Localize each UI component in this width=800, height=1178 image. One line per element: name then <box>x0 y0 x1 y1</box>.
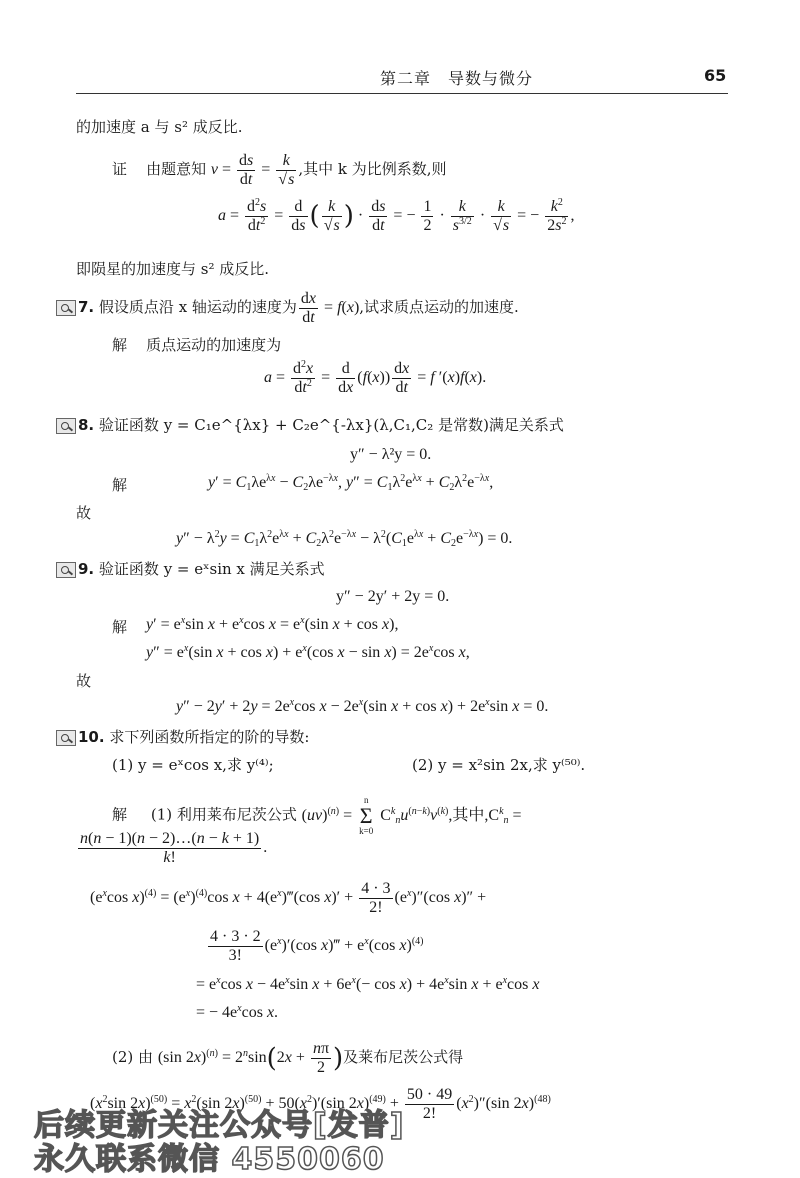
problem-text: 验证函数 y = eˣsin x 满足关系式 <box>98 560 325 578</box>
search-icon[interactable] <box>56 562 76 578</box>
watermark-line-2: 永久联系微信 4550060 <box>34 1142 385 1177</box>
page-number: 65 <box>704 66 727 85</box>
proof-text-1: 由题意知 <box>146 159 207 178</box>
solution-label: 解 <box>112 336 128 354</box>
chapter-title: 第二章 导数与微分 <box>380 69 534 88</box>
formula-10-line4: = − $4e^x\cos$ x. <box>196 1003 279 1021</box>
part2-line: (2) 由 (sin $2x)^{(n)} = 2^n\sin(2x$ + $\frac{n\pi}{2}$ )及莱布尼茨公式得 <box>112 1040 464 1076</box>
formula-7: a = $\frac{d^2x}{dt^2}$ = $\frac{d}{dx}$ (f(x)) $\frac{dx}{dt}$ = f ′(x)f(x). <box>264 359 487 396</box>
problem-10-part2: (2) y = x²sin 2x,求 y⁽⁵⁰⁾. <box>412 756 586 774</box>
solution-text-3: 及莱布尼茨公式得 <box>343 1047 464 1066</box>
formula-10-line3: = $e^x\cos$ $x - 4e^x\sin$ $x + 6e^x(- \cos x) + 4e^x\sin$ $x + e^x\cos$ x <box>196 975 540 993</box>
solution-text: (1) 利用莱布尼茨公式 <box>150 805 297 824</box>
relation-8: y″ − λ²y = 0. <box>350 446 432 463</box>
problem-text-b: ,试求质点运动的加速度. <box>359 297 519 316</box>
solution-text: 质点运动的加速度为 <box>146 336 282 354</box>
problem-text: 求下列函数所指定的阶的导数: <box>109 728 310 746</box>
problem-text: 假设质点沿 x 轴运动的速度为 <box>98 297 297 316</box>
problem-number: 8. <box>78 416 95 434</box>
problem-10-part1: (1) y = eˣcos x,求 y⁽⁴⁾; <box>112 756 274 774</box>
search-icon[interactable] <box>56 730 76 746</box>
solution-8-label: 解 <box>112 476 128 494</box>
solution-10-line: 解 (1) 利用莱布尼茨公式 (uv)$^{(n)}$ = n Σ k=0 $C^k_nu^{(n-k)}v^{(k)}$,其中$,C^k_n$ = <box>112 795 522 836</box>
relation-9: y″ − 2y′ + 2y = 0. <box>336 588 450 605</box>
combination-formula: $\frac{n(n - 1)(n - 2)\dots(n - k + 1)}{k!}$ . <box>80 830 268 866</box>
proof-text-2: ,其中 k 为比例系数,则 <box>298 159 447 178</box>
proof-line: 证 由题意知 v = $\frac{ds}{dt}$ = $\frac{k}{√s}$ ,其中 k 为比例系数,则 <box>112 152 447 188</box>
solution-text-2: (2) 由 <box>112 1047 154 1066</box>
problem-10 <box>56 726 309 747</box>
formula-10-part2: ($x^2\sin$ $2x)^{(50)} = x^2(\sin$ $2x)^{(50)} + 50(x^2)'(\sin$ 2x)$^{(49)}$ + $\frac{50 \cdot 49}{2!}$ $(x^2)''(\sin$ 2x)$^{(48)}$ <box>90 1086 551 1122</box>
solution-9-label: 解 <box>112 618 128 636</box>
intro-text: 的加速度 a 与 s² 成反比. <box>76 118 243 136</box>
formula-10-line2: $\frac{4 \cdot 3 \cdot 2}{3!}$ $(e^x)'(\cos$ x)‴ + $e^x(\cos$ x)$^{(4)}$ <box>210 928 424 964</box>
solution-7-intro <box>112 334 281 355</box>
formula-9-final: $y'' - 2y' + 2y = 2e^x\cos$ $x - 2e^x(\sin$ $x + \cos x) + 2e^x\sin$ x = 0. <box>176 697 549 715</box>
problem-number: 10. <box>78 728 105 746</box>
formula-9-second: $y'' = e^x(\sin$ $x + \cos x) + e^x(\cos$ $x - \sin x) = 2e^x\cos$ x, <box>146 643 470 661</box>
header-rule <box>76 93 728 94</box>
problem-7: 7. 假设质点沿 x 轴运动的速度为 $\frac{dx}{dt}$ = f(x),试求质点运动的加速度. <box>56 290 519 326</box>
problem-8 <box>56 414 564 435</box>
search-icon[interactable] <box>56 300 76 316</box>
problem-9 <box>56 558 325 579</box>
formula-acceleration: a = $\frac{d^2s}{dt^2}$ = $\frac{d}{ds}$ ( $\frac{k}{√s}$ ) · $\frac{ds}{dt}$ = − $\frac{1}{2}$ · $\frac{k}{s^{3/2}}$ · $\frac{k}{√s}$ = − $\frac{k^2}{2s^2}$ , <box>218 197 575 234</box>
therefore-8: 故 <box>76 504 92 522</box>
formula-9-first: $y' = e^x\sin$ $x + e^x\cos$ $x = e^x(\sin$ x + cos x), <box>146 615 399 633</box>
problem-number: 9. <box>78 560 95 578</box>
therefore-9: 故 <box>76 672 92 690</box>
watermark-line-1: 后续更新关注公众号[发普] <box>34 1108 405 1143</box>
formula-8-derivs: $y' = C_1\lambda e^{\lambda x} - C_2\lambda e^{-\lambda x}$, $y'' = C_1\lambda^2e^{\lambda x} + C_2\lambda^2e^{-\lambda x}$, <box>208 473 494 493</box>
problem-text: 验证函数 y = C₁e^{λx} + C₂e^{-λx}(λ,C₁,C₂ 是常数)满足关系式 <box>98 416 564 434</box>
search-icon[interactable] <box>56 418 76 434</box>
proof-label: 证 <box>112 159 128 178</box>
proof-conclusion: 即陨星的加速度与 s² 成反比. <box>76 260 270 278</box>
solution-label: 解 <box>112 805 128 824</box>
formula-10-line1: ($e^x\cos$ $x)^{(4)} = (e^x)^{(4)}\cos$ $x + 4(e^x)‴(\cos$ x)′ + $\frac{4 \cdot 3}{2!}$ $(e^x)''(\cos$ x)″ + <box>90 880 487 916</box>
formula-8-final: $y'' - \lambda^2y = C_1\lambda^2e^{\lambda x} + C_2\lambda^2e^{-\lambda x} - \lambda^2(C_1e^{\lambda x} + C_2e^{-\lambda x}) = 0$. <box>176 529 513 549</box>
problem-number: 7. <box>78 297 95 316</box>
